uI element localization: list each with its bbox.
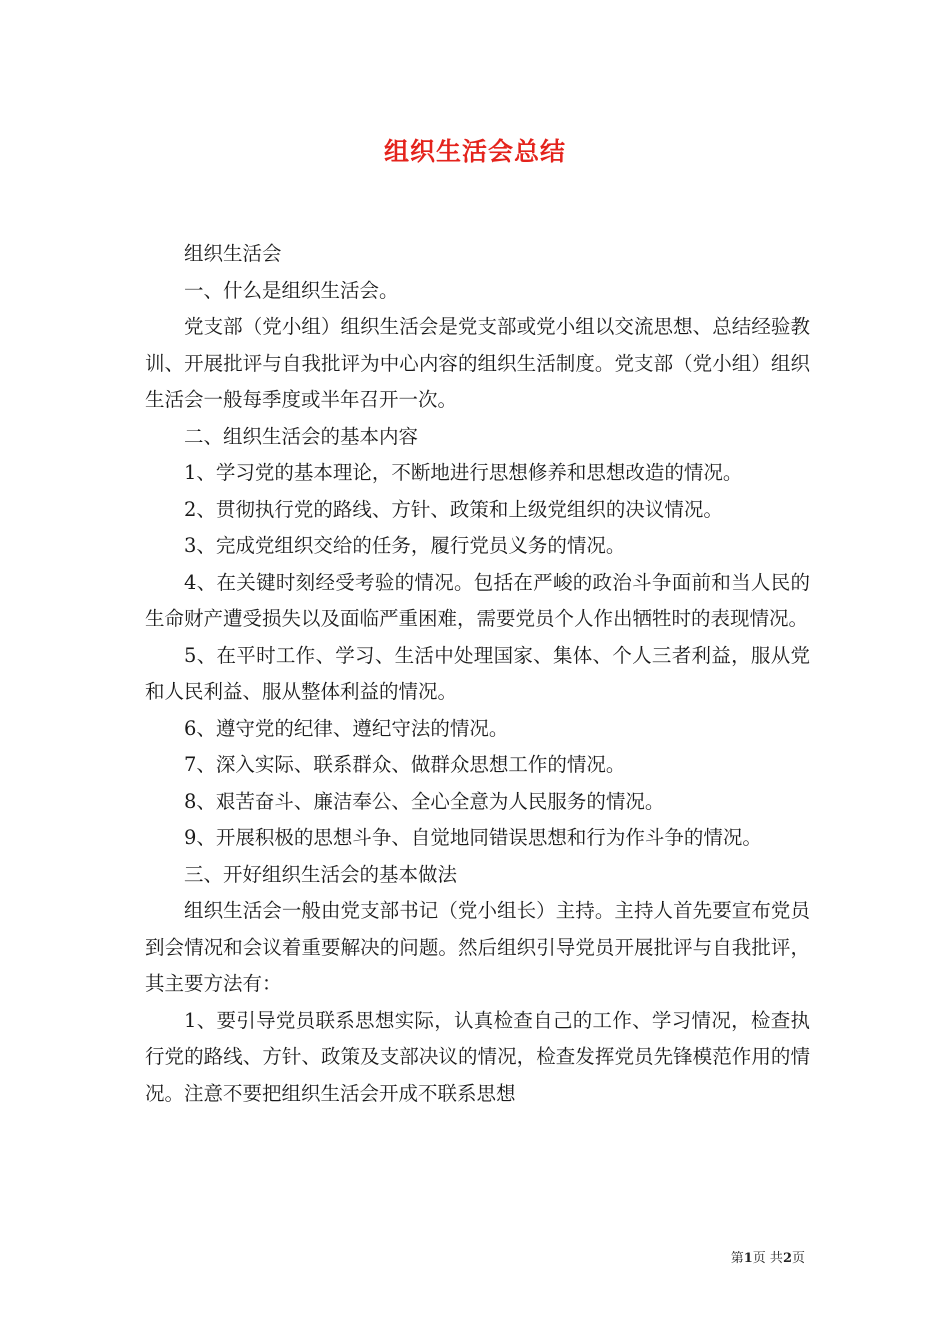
footer-prefix: 第: [730, 1251, 744, 1266]
current-page-number: 1: [743, 1251, 753, 1266]
footer-middle: 页 共: [752, 1251, 783, 1266]
paragraph: 组织生活会: [184, 242, 282, 265]
paragraph: 1、要引导党员联系思想实际，认真检查自己的工作、学习情况，检查执行党的路线、方针、政策及支部决议的情况，检查发挥党员先锋模范作用的情况。注意不要把组织生活会开成不联系思想: [145, 1008, 810, 1105]
page-number-footer: [731, 1247, 805, 1266]
document-body: [145, 236, 810, 1112]
paragraph: 8、艰苦奋斗、廉洁奉公、全心全意为人民服务的情况。: [184, 789, 665, 813]
paragraph: 6、遵守党的纪律、遵纪守法的情况。: [184, 716, 509, 740]
paragraph: 4、在关键时刻经受考验的情况。包括在严峻的政治斗争面前和当人民的生命财产遭受损失以及面临严重困难，需要党员个人作出牺牲时的表现情况。: [145, 570, 810, 630]
paragraph: 7、深入实际、联系群众、做群众思想工作的情况。: [184, 753, 626, 776]
paragraph: 一、什么是组织生活会。: [184, 278, 399, 302]
paragraph: 9、开展积极的思想斗争、自觉地同错误思想和行为作斗争的情况。: [184, 826, 762, 849]
paragraph: 二、组织生活会的基本内容: [184, 424, 419, 448]
paragraph: 3、完成党组织交给的任务，履行党员义务的情况。: [184, 534, 626, 557]
paragraph: 组织生活会一般由党支部书记（党小组长）主持。主持人首先要宣布党员到会情况和会议着重要解决的问题。然后组织引导党员开展批评与自我批评，其主要方法有：: [145, 899, 810, 995]
paragraph: 三、开好组织生活会的基本做法: [184, 862, 458, 886]
paragraph: 5、在平时工作、学习、生活中处理国家、集体、个人三者利益，服从党和人民利益、服从整体利益的情况。: [145, 643, 810, 703]
total-pages-number: 2: [782, 1251, 792, 1266]
document-title: 组织生活会总结: [383, 137, 566, 166]
paragraph: 党支部（党小组）组织生活会是党支部或党小组以交流思想、总结经验教训、开展批评与自我批评为中心内容的组织生活制度。党支部（党小组）组织生活会一般每季度或半年召开一次。: [145, 315, 810, 411]
footer-suffix: 页: [791, 1251, 805, 1266]
paragraph: 2、贯彻执行党的路线、方针、政策和上级党组织的决议情况。: [184, 497, 723, 521]
paragraph: 1、学习党的基本理论，不断地进行思想修养和思想改造的情况。: [184, 461, 743, 484]
